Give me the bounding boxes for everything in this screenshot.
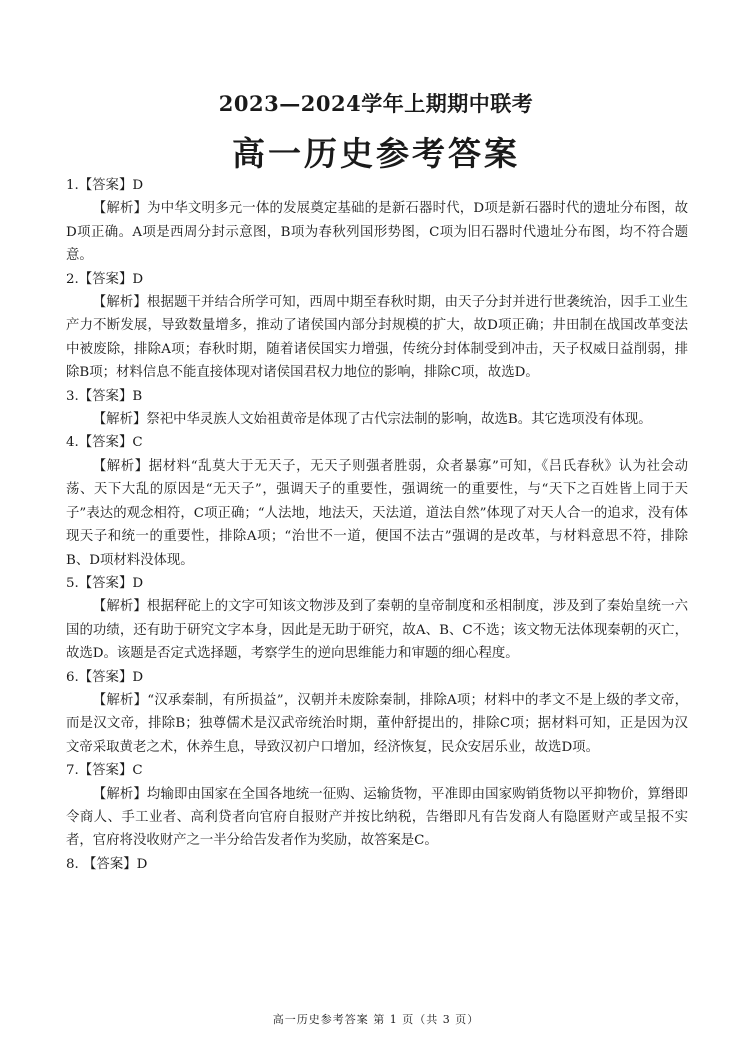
answer-list [66,174,688,876]
question-7-explanation: 【解析】均输即由国家在全国各地统一征购、运输货物，平准即由国家购销货物以平抑物价，算缗即令商人、手工业者、高利贷者向官府自报财产并按比纳税，告缗即凡有告发商人有隐匿财产或呈报不实者，官府将没收财产之一半分给告发者作为奖励，故答案是C。 [66,786,688,849]
question-3-explanation: 【解析】祭祀中华灵族人文始祖黄帝是体现了古代宗法制的影响，故选B。其它选项没有体现。 [92,412,652,428]
question-1-explanation: 【解析】为中华文明多元一体的发展奠定基础的是新石器时代，D项是新石器时代的遗址分布图，故D项正确。A项是西周分封示意图，B项为春秋列国形势图，C项为旧石器时代遗址分布图，均不符合题意。 [66,201,688,264]
question-2-answer: 2.【答案】D [66,271,144,287]
question-8-answer: 8. 【答案】D [66,856,148,872]
question-1-answer: 1.【答案】D [66,178,144,193]
question-5-explanation: 【解析】根据秤砣上的文字可知该文物涉及到了秦朝的皇帝制度和丞相制度，涉及到了秦始皇统一六国的功绩，还有助于研究文字本身，因此是无助于研究，故A、B、C不选；该文物无法体现秦朝的灭亡，故选D。该题是否定式选择题，考察学生的逆向思维能力和审题的细心程度。 [66,599,688,662]
question-4-explanation: 【解析】据材料“乱莫大于无天子，无天子则强者胜弱，众者暴寡”可知，《吕氏春秋》认为社会动荡、天下大乱的原因是“无天子”，强调天子的重要性，强调统一的重要性，与“天下之百姓皆上同于天子”表达的观念相符，C项正确；“人法地，地法天，天法道，道法自然”体现了对天人合一的追求，没有体现天子和统一的重要性，排除A项；“治世不一道，便国不法古”强调的是改革，与材料意思不符，排除B、D项材料没体现。 [66,458,688,568]
question-5-answer: 5.【答案】D [66,575,144,591]
page-title: 高一历史参考答案 [232,134,520,173]
question-2-explanation: 【解析】根据题干并结合所学可知，西周中期至春秋时期，由天子分封并进行世袭统治，因手工业生产力不断发展，导致数量增多，推动了诸侯国内部分封规模的扩大，故D项正确；井田制在战国改革变法中被废除，排除A项；春秋时期，随着诸侯国实力增强，传统分封体制受到冲击，天子权威日益削弱，排除B项；材料信息不能直接体现对诸侯国君权力地位的影响，排除C项，故选D。 [66,295,688,381]
question-7-answer: 7.【答案】C [66,763,143,779]
exam-subtitle: 2023—2024学年上期期中联考 [218,91,534,116]
question-6-explanation: 【解析】“汉承秦制，有所损益”，汉朝并未废除秦制，排除A项；材料中的孝文不是上级的孝文帝，而是汉文帝，排除B；独尊儒术是汉武帝统治时期，董仲舒提出的，排除C项；据材料可知，正是因为汉文帝采取黄老之术，休养生息，导致汉初户口增加，经济恢复，民众安居乐业，故选D项。 [66,692,688,755]
question-6-answer: 6.【答案】D [66,669,144,685]
question-3-answer: 3.【答案】B [66,388,143,404]
question-4-answer: 4.【答案】C [66,435,143,451]
page-footer: 高一历史参考答案 第 1 页（共 3 页） [272,1013,480,1026]
